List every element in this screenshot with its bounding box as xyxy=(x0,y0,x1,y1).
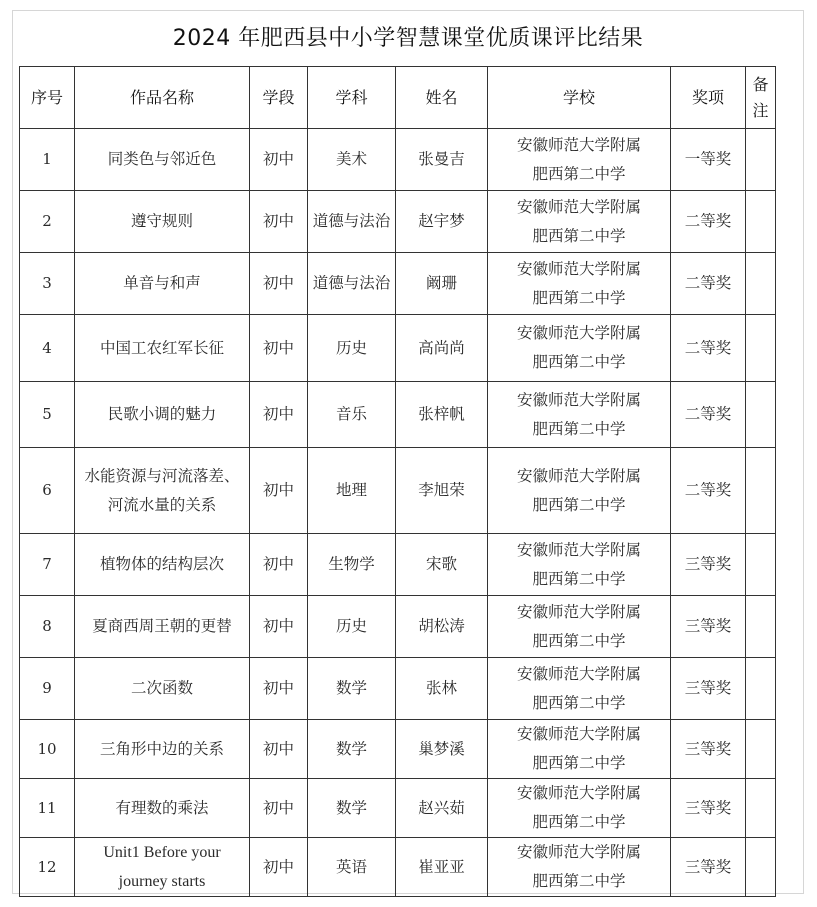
school-line-2: 肥西第二中学 xyxy=(532,631,626,650)
cell-school xyxy=(488,253,671,315)
table-body xyxy=(20,129,776,897)
results-table xyxy=(19,66,776,897)
cell-index: 2 xyxy=(20,191,75,253)
cell-index: 5 xyxy=(20,382,75,448)
cell-school xyxy=(488,382,671,448)
cell-work: 植物体的结构层次 xyxy=(75,534,250,596)
cell-award: 二等奖 xyxy=(671,191,746,253)
school-line-1: 安徽师范大学附属 xyxy=(516,466,641,485)
cell-name: 赵宇梦 xyxy=(396,191,488,253)
cell-subject: 历史 xyxy=(308,596,396,658)
cell-work: 中国工农红军长征 xyxy=(75,315,250,382)
cell-index: 10 xyxy=(20,720,75,779)
cell-note xyxy=(746,253,776,315)
table-row xyxy=(20,382,776,448)
cell-index: 3 xyxy=(20,253,75,315)
cell-level: 初中 xyxy=(250,448,308,534)
school-line-1: 安徽师范大学附属 xyxy=(516,259,641,278)
cell-award: 三等奖 xyxy=(671,658,746,720)
school-line-1: 安徽师范大学附属 xyxy=(516,324,641,342)
table-row xyxy=(20,191,776,253)
cell-note xyxy=(746,315,776,382)
school-line-1: 安徽师范大学附属 xyxy=(516,602,641,621)
cell-school xyxy=(488,720,671,779)
school-line-1: 安徽师范大学附属 xyxy=(516,390,641,409)
cell-name: 巢梦溪 xyxy=(396,720,488,779)
cell-note xyxy=(746,382,776,448)
cell-subject: 英语 xyxy=(308,838,396,897)
cell-level: 初中 xyxy=(250,534,308,596)
cell-subject: 数学 xyxy=(308,779,396,838)
cell-school xyxy=(488,191,671,253)
cell-level: 初中 xyxy=(250,129,308,191)
cell-name: 阚珊 xyxy=(396,253,488,315)
school-line-1: 安徽师范大学附属 xyxy=(516,135,641,154)
table-row xyxy=(20,315,776,382)
cell-index: 7 xyxy=(20,534,75,596)
cell-name: 崔亚亚 xyxy=(396,838,488,897)
cell-award: 三等奖 xyxy=(671,534,746,596)
cell-work: Unit1 Before your journey starts xyxy=(75,838,250,897)
school-line-2: 肥西第二中学 xyxy=(532,754,626,772)
cell-note xyxy=(746,534,776,596)
table-row xyxy=(20,779,776,838)
cell-award: 三等奖 xyxy=(671,838,746,897)
cell-award: 三等奖 xyxy=(671,596,746,658)
cell-subject: 地理 xyxy=(308,448,396,534)
cell-work: 民歌小调的魅力 xyxy=(75,382,250,448)
school-line-1: 安徽师范大学附属 xyxy=(516,784,641,802)
cell-subject: 音乐 xyxy=(308,382,396,448)
cell-name: 胡松涛 xyxy=(396,596,488,658)
cell-index: 1 xyxy=(20,129,75,191)
cell-award: 二等奖 xyxy=(671,448,746,534)
table-row xyxy=(20,838,776,897)
school-line-2: 肥西第二中学 xyxy=(532,226,626,245)
school-line-2: 肥西第二中学 xyxy=(532,813,626,831)
cell-note xyxy=(746,838,776,897)
cell-school xyxy=(488,779,671,838)
cell-note xyxy=(746,129,776,191)
table-row xyxy=(20,596,776,658)
cell-level: 初中 xyxy=(250,596,308,658)
school-line-2: 肥西第二中学 xyxy=(532,353,626,371)
cell-school xyxy=(488,129,671,191)
cell-level: 初中 xyxy=(250,838,308,897)
cell-award: 三等奖 xyxy=(671,720,746,779)
cell-subject: 数学 xyxy=(308,720,396,779)
cell-work: 同类色与邻近色 xyxy=(75,129,250,191)
cell-note xyxy=(746,191,776,253)
table-row xyxy=(20,448,776,534)
school-line-2: 肥西第二中学 xyxy=(532,419,626,438)
table-row xyxy=(20,534,776,596)
cell-note xyxy=(746,596,776,658)
cell-note xyxy=(746,779,776,838)
school-line-2: 肥西第二中学 xyxy=(532,872,626,890)
header-note: 备注 xyxy=(746,67,776,129)
header-award: 奖项 xyxy=(671,67,746,129)
cell-level: 初中 xyxy=(250,382,308,448)
school-line-1: 安徽师范大学附属 xyxy=(516,725,641,743)
cell-name: 宋歌 xyxy=(396,534,488,596)
cell-award: 三等奖 xyxy=(671,779,746,838)
cell-school xyxy=(488,658,671,720)
cell-subject: 数学 xyxy=(308,658,396,720)
cell-name: 李旭荣 xyxy=(396,448,488,534)
cell-index: 6 xyxy=(20,448,75,534)
cell-award: 二等奖 xyxy=(671,315,746,382)
cell-award: 二等奖 xyxy=(671,382,746,448)
header-name: 姓名 xyxy=(396,67,488,129)
cell-name: 赵兴茹 xyxy=(396,779,488,838)
school-line-2: 肥西第二中学 xyxy=(532,693,626,712)
cell-subject: 生物学 xyxy=(308,534,396,596)
cell-subject: 美术 xyxy=(308,129,396,191)
school-line-2: 肥西第二中学 xyxy=(532,495,626,514)
header-subject: 学科 xyxy=(308,67,396,129)
header-index: 序号 xyxy=(20,67,75,129)
cell-subject: 道德与法治 xyxy=(308,191,396,253)
cell-level: 初中 xyxy=(250,779,308,838)
cell-award: 一等奖 xyxy=(671,129,746,191)
header-level: 学段 xyxy=(250,67,308,129)
cell-index: 4 xyxy=(20,315,75,382)
cell-subject: 历史 xyxy=(308,315,396,382)
cell-award: 二等奖 xyxy=(671,253,746,315)
cell-name: 张林 xyxy=(396,658,488,720)
cell-subject: 道德与法治 xyxy=(308,253,396,315)
cell-index: 11 xyxy=(20,779,75,838)
school-line-1: 安徽师范大学附属 xyxy=(516,843,641,861)
cell-school xyxy=(488,315,671,382)
cell-index: 8 xyxy=(20,596,75,658)
cell-level: 初中 xyxy=(250,658,308,720)
header-school: 学校 xyxy=(488,67,671,129)
cell-level: 初中 xyxy=(250,253,308,315)
cell-school xyxy=(488,596,671,658)
cell-work: 单音与和声 xyxy=(75,253,250,315)
cell-work: 夏商西周王朝的更替 xyxy=(75,596,250,658)
cell-index: 9 xyxy=(20,658,75,720)
cell-level: 初中 xyxy=(250,315,308,382)
cell-name: 张梓帆 xyxy=(396,382,488,448)
cell-school xyxy=(488,534,671,596)
table-row xyxy=(20,720,776,779)
cell-note xyxy=(746,658,776,720)
school-line-2: 肥西第二中学 xyxy=(532,288,626,307)
table-row xyxy=(20,658,776,720)
cell-school xyxy=(488,448,671,534)
cell-work: 三角形中边的关系 xyxy=(75,720,250,779)
table-row xyxy=(20,129,776,191)
header-work: 作品名称 xyxy=(75,67,250,129)
cell-level: 初中 xyxy=(250,191,308,253)
school-line-2: 肥西第二中学 xyxy=(532,164,626,183)
page-title: 2024 年肥西县中小学智慧课堂优质课评比结果 xyxy=(172,26,644,51)
cell-name: 高尚尚 xyxy=(396,315,488,382)
cell-work: 二次函数 xyxy=(75,658,250,720)
cell-note xyxy=(746,720,776,779)
cell-work: 有理数的乘法 xyxy=(75,779,250,838)
cell-work: 水能资源与河流落差、河流水量的关系 xyxy=(75,448,250,534)
cell-school xyxy=(488,838,671,897)
school-line-1: 安徽师范大学附属 xyxy=(516,197,641,216)
table-row xyxy=(20,253,776,315)
table-header-row xyxy=(20,67,776,129)
cell-work: 遵守规则 xyxy=(75,191,250,253)
cell-level: 初中 xyxy=(250,720,308,779)
school-line-1: 安徽师范大学附属 xyxy=(516,664,641,683)
school-line-1: 安徽师范大学附属 xyxy=(516,540,641,559)
school-line-2: 肥西第二中学 xyxy=(532,569,626,588)
cell-index: 12 xyxy=(20,838,75,897)
cell-note xyxy=(746,448,776,534)
cell-name: 张曼吉 xyxy=(396,129,488,191)
